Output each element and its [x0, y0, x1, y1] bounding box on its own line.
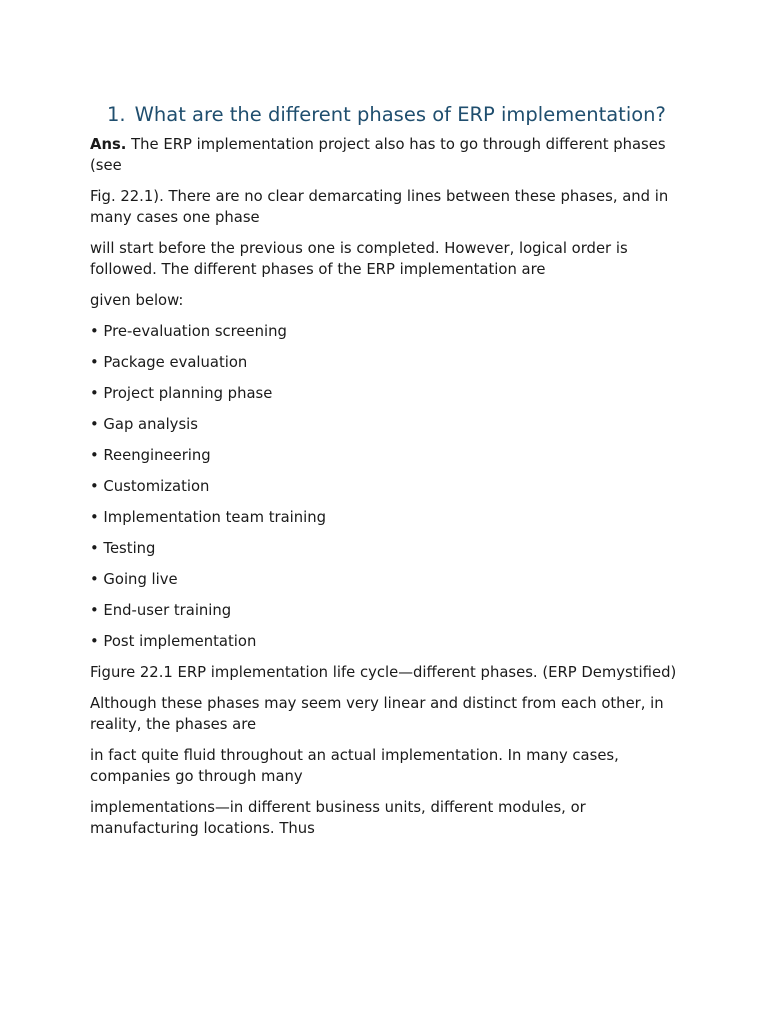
answer-intro-text: The ERP implementation project also has to go through different phases (see [90, 136, 666, 174]
phase-item: • Reengineering [90, 447, 211, 464]
document-content [90, 101, 690, 849]
answer-label: Ans. [90, 136, 127, 153]
closing-line-3: implementations—in different business units, different modules, or manufacturing locations. Thus [90, 799, 586, 837]
answer-intro-line-3: will start before the previous one is completed. However, logical order is followed. The different phases of the ERP implementation are [90, 240, 628, 278]
phase-item: • Testing [90, 540, 156, 557]
phase-item: • Customization [90, 478, 210, 495]
answer-intro-line-4: given below: [90, 292, 184, 309]
figure-caption: Figure 22.1 ERP implementation life cycle—different phases. (ERP Demystified) [90, 664, 677, 681]
question-text: What are the different phases of ERP implementation? [134, 103, 666, 126]
question-number: 1. [107, 103, 126, 126]
phase-item: • Post implementation [90, 633, 257, 650]
answer-intro-line-2: Fig. 22.1). There are no clear demarcating lines between these phases, and in many cases one phase [90, 188, 669, 226]
closing-line-2: in fact quite fluid throughout an actual implementation. In many cases, companies go through many [90, 747, 619, 785]
question-heading [107, 101, 690, 128]
phase-item: • Package evaluation [90, 354, 248, 371]
closing-line-1: Although these phases may seem very linear and distinct from each other, in reality, the phases are [90, 695, 664, 733]
phase-item: • Project planning phase [90, 385, 273, 402]
phases-list [90, 321, 690, 652]
answer-intro-line-1 [90, 134, 690, 176]
phase-item: • End-user training [90, 602, 232, 619]
phase-item: • Going live [90, 571, 178, 588]
phase-item: • Gap analysis [90, 416, 198, 433]
phase-item: • Pre-evaluation screening [90, 323, 287, 340]
phase-item: • Implementation team training [90, 509, 327, 526]
